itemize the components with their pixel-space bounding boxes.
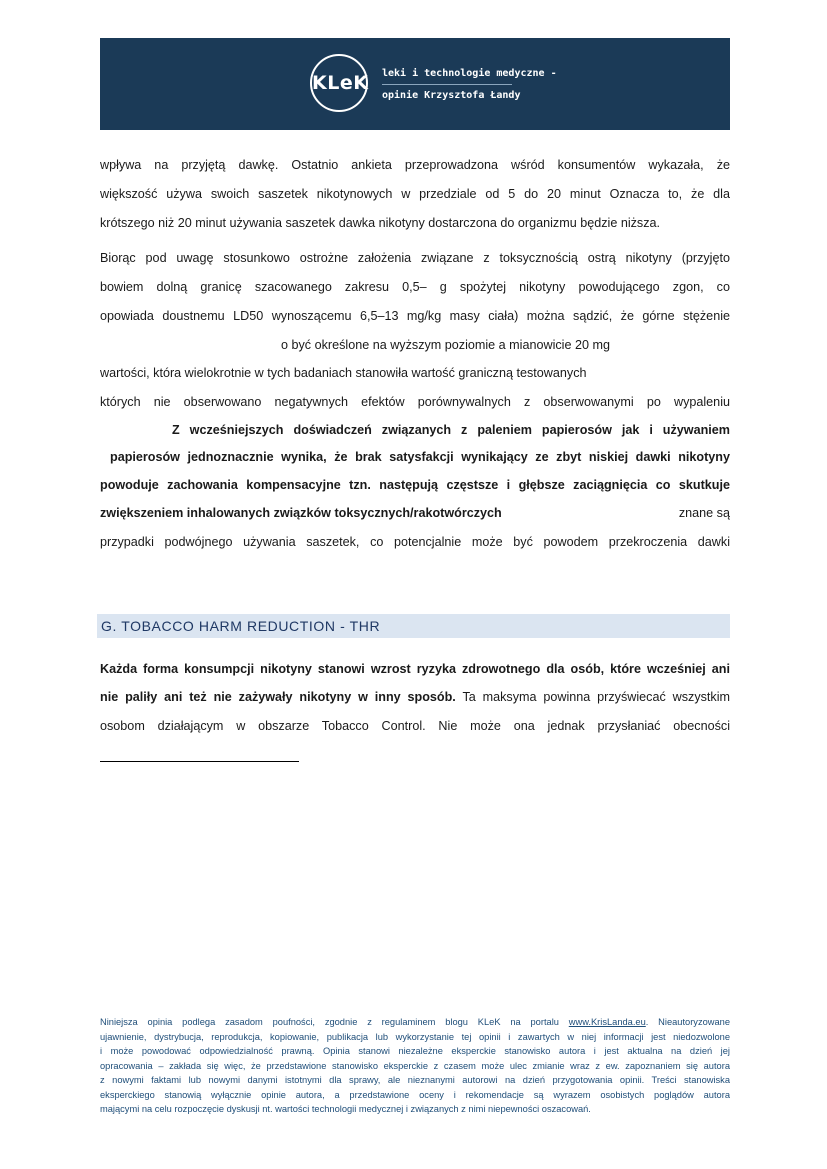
header-banner <box>100 38 730 130</box>
logo-divider <box>382 84 512 85</box>
footer-disclaimer <box>100 1015 730 1117</box>
body-fragment-known: znane są <box>678 506 730 520</box>
logo-tagline-1: leki i technologie medyczne - <box>382 68 557 79</box>
bold-line-4: zwiększeniem inhalowanych związków toksycznych/rakotwórczych <box>100 506 502 520</box>
body-line-3: krótszego niż 20 minut używania saszetek dawka nikotyny dostarczona do organizmu będzie niższa. <box>100 216 661 230</box>
body-line-6: opowiada doustnemu LD50 wynoszącemu 6,5–13 mg/kg masy ciała) można sądzić, że górne stężenie <box>100 309 730 323</box>
section-heading: G. TOBACCO HARM REDUCTION - THR <box>97 614 730 638</box>
krislanda-link[interactable]: www.KrisLanda.eu <box>568 1017 646 1027</box>
footer-line-4: opracowania – zakłada się więc, że przedstawione stanowisko eksperckie z czasem może ulec zmianie wraz z ew. zapoznaniem się autora <box>100 1060 730 1071</box>
logo-tagline-2: opinie Krzysztofa Łandy <box>382 90 521 101</box>
bold-line-2: papierosów jednoznacznie wynika, że brak satysfakcji wynikający ze zbyt niskiej dawki nikotyny <box>110 450 730 464</box>
section-line-3: osobom działającym w obszarze Tobacco Control. Nie może ona jednak przysłaniać obecności <box>100 719 730 733</box>
body-line-5: bowiem dolną granicę szacowanego zakresu 0,5– g spożytej nikotyny powodującego zgon, co <box>100 280 730 294</box>
footer-line-1-end: . Nieautoryzowane <box>645 1017 730 1027</box>
footer-line-7: mającymi na celu rozpoczęcie dyskusji nt. wartości technologii medycznej i związanych z nimi niepewności oszacowań. <box>100 1104 591 1114</box>
section-line-2-bold: nie paliły ani też nie zażywały nikotyny w inny sposób. <box>100 690 456 704</box>
footer-line-1 <box>100 1015 730 1030</box>
section-line-1: Każda forma konsumpcji nikotyny stanowi wzrost ryzyka zdrowotnego dla osób, które wcześniej ani <box>100 662 730 676</box>
body-line-9: których nie obserwowano negatywnych efektów porównywalnych z obserwowanymi po wypaleniu <box>100 395 730 409</box>
section-line-2-rest: Ta maksyma powinna przyświecać wszystkim <box>455 690 730 704</box>
bold-line-3: powoduje zachowania kompensacyjne tzn. następują częstsze i głębsze zaciągnięcia co skutkuje <box>100 478 730 492</box>
footer-line-1-start: Niniejsza opinia podlega zasadom poufności, zgodnie z regulaminem blogu KLeK na portalu <box>100 1017 569 1027</box>
body-line-2: większość używa swoich saszetek nikotynowych w przedziale od 5 do 20 minut Oznacza to, że dla <box>100 187 730 201</box>
body-line-7: o być określone na wyższym poziomie a mianowicie 20 mg <box>281 338 610 352</box>
footer-line-5: z nowymi faktami lub nowymi danymi istotnymi dla sprawy, ale nieznanymi autorowi na dzień przygotowania opinii. Treści stanowiska <box>100 1075 730 1085</box>
footer-line-6: eksperckiego stanowią wyłącznie opinie autora, a przedstawione oceny i rekomendacje są wyrazem osobistych poglądów autora <box>100 1089 730 1100</box>
body-line-8: wartości, która wielokrotnie w tych badaniach stanowiła wartość graniczną testowanych <box>100 366 587 380</box>
bold-line-1: Z wcześniejszych doświadczeń związanych z paleniem papierosów jak i używaniem <box>172 423 730 437</box>
footer-line-2: ujawnienie, dystrybucja, reprodukcja, kopiowanie, publikacja lub wykorzystanie tej opinii i zawartych w niej informacji jest niedozwolone <box>100 1031 730 1042</box>
section-line-2 <box>100 690 730 704</box>
footnote-separator <box>100 761 299 762</box>
klek-logo: KLeK <box>310 54 368 112</box>
body-line-final: przypadki podwójnego używania saszetek, co potencjalnie może być powodem przekroczenia dawki <box>100 535 730 549</box>
body-line-1: wpływa na przyjętą dawkę. Ostatnio ankieta przeprowadzona wśród konsumentów wykazała, że <box>100 158 730 172</box>
body-line-4: Biorąc pod uwagę stosunkowo ostrożne założenia związane z toksycznością ostrą nikotyny (przyjęto <box>100 251 730 265</box>
footer-line-3: i może powodować odpowiedzialność prawną. Opinia stanowi niezależne eksperckie stanowisko autora i jest aktualna na dzień jej <box>100 1046 730 1056</box>
